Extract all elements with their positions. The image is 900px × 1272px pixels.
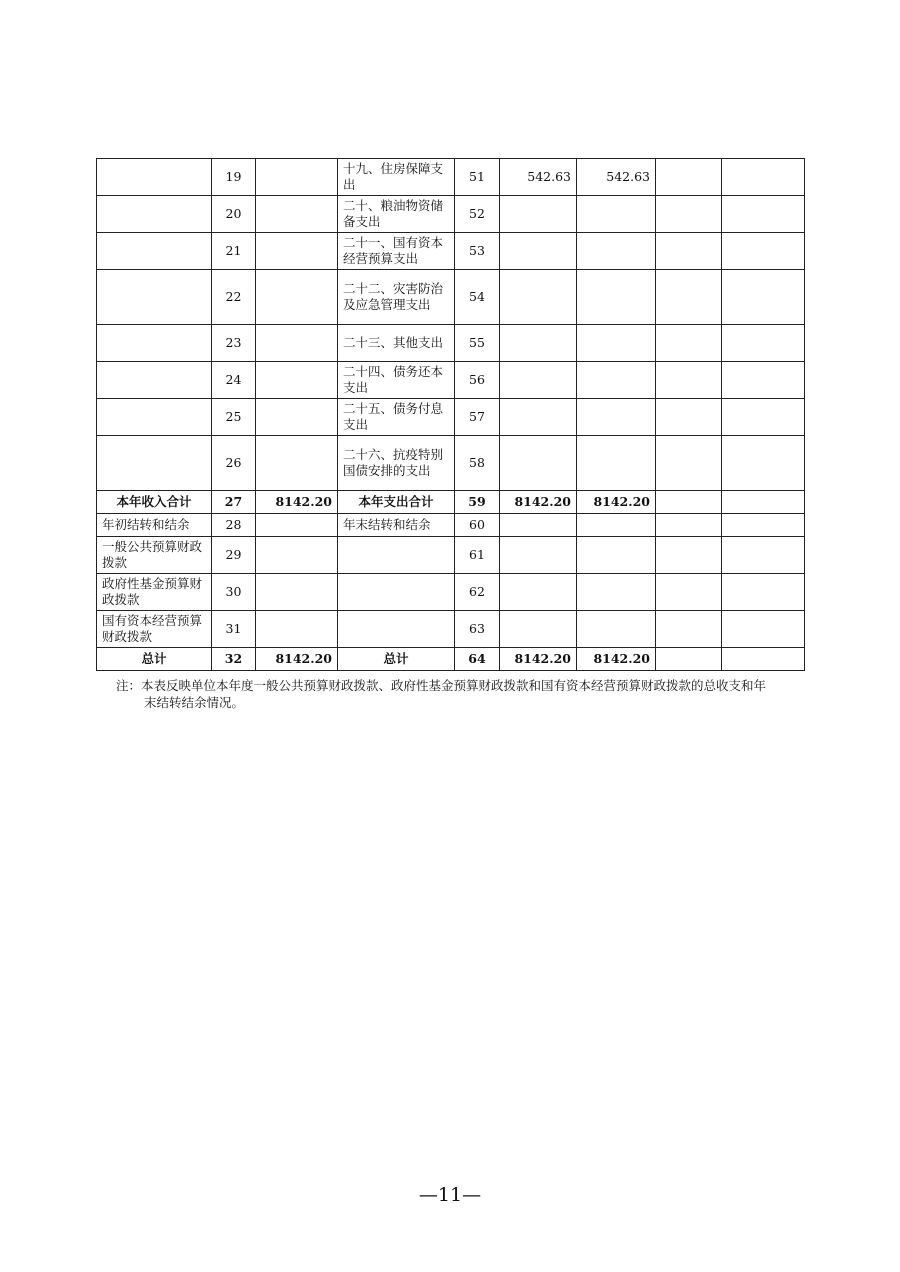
income-line-no: 28 xyxy=(212,514,256,537)
expense-other xyxy=(722,436,805,491)
expense-item: 总计 xyxy=(338,648,455,671)
income-amount xyxy=(256,611,338,648)
income-amount xyxy=(256,537,338,574)
expense-project xyxy=(656,491,722,514)
expense-line-no: 55 xyxy=(455,325,500,362)
expense-basic xyxy=(577,362,656,399)
income-line-no: 27 xyxy=(212,491,256,514)
table-row xyxy=(97,537,805,574)
expense-other xyxy=(722,491,805,514)
income-line-no: 25 xyxy=(212,399,256,436)
income-item xyxy=(97,362,212,399)
expense-total xyxy=(500,436,577,491)
income-item: 总计 xyxy=(97,648,212,671)
expense-basic xyxy=(577,537,656,574)
income-item: 一般公共预算财政拨款 xyxy=(97,537,212,574)
expense-item: 二十三、其他支出 xyxy=(338,325,455,362)
table-row xyxy=(97,233,805,270)
expense-other xyxy=(722,362,805,399)
income-line-no: 30 xyxy=(212,574,256,611)
income-line-no: 29 xyxy=(212,537,256,574)
income-item xyxy=(97,196,212,233)
expense-basic xyxy=(577,514,656,537)
expense-project xyxy=(656,270,722,325)
expense-item xyxy=(338,537,455,574)
table-row xyxy=(97,611,805,648)
income-amount: 8142.20 xyxy=(256,648,338,671)
expense-other xyxy=(722,196,805,233)
table-row xyxy=(97,325,805,362)
expense-other xyxy=(722,159,805,196)
table-row xyxy=(97,514,805,537)
footnote-line-1: 注：本表反映单位本年度一般公共预算财政拨款、政府性基金预算财政拨款和国有资本经营预算财政拨款的总收支和年 xyxy=(116,678,767,693)
expense-project xyxy=(656,196,722,233)
expense-line-no: 60 xyxy=(455,514,500,537)
income-item xyxy=(97,436,212,491)
income-line-no: 23 xyxy=(212,325,256,362)
expense-basic xyxy=(577,436,656,491)
expense-other xyxy=(722,233,805,270)
expense-line-no: 51 xyxy=(455,159,500,196)
expense-total xyxy=(500,196,577,233)
expense-project xyxy=(656,514,722,537)
expense-total: 8142.20 xyxy=(500,491,577,514)
expense-basic xyxy=(577,270,656,325)
expense-project xyxy=(656,233,722,270)
page-number: —11— xyxy=(418,1184,482,1206)
table-row xyxy=(97,491,805,514)
income-item xyxy=(97,325,212,362)
footnote-line-2: 末结转结余情况。 xyxy=(144,695,245,710)
income-amount xyxy=(256,159,338,196)
expense-total xyxy=(500,399,577,436)
income-amount: 8142.20 xyxy=(256,491,338,514)
expense-item xyxy=(338,574,455,611)
expense-item: 本年支出合计 xyxy=(338,491,455,514)
fiscal-appropriation-table xyxy=(96,158,805,671)
expense-line-no: 61 xyxy=(455,537,500,574)
expense-item xyxy=(338,611,455,648)
expense-item: 二十六、抗疫特别国债安排的支出 xyxy=(338,436,455,491)
expense-total: 8142.20 xyxy=(500,648,577,671)
expense-other xyxy=(722,574,805,611)
income-amount xyxy=(256,436,338,491)
expense-other xyxy=(722,399,805,436)
income-line-no: 32 xyxy=(212,648,256,671)
income-item: 本年收入合计 xyxy=(97,491,212,514)
expense-total xyxy=(500,270,577,325)
table-row xyxy=(97,159,805,196)
table-footnote xyxy=(116,677,796,711)
income-amount xyxy=(256,514,338,537)
expense-line-no: 62 xyxy=(455,574,500,611)
income-line-no: 31 xyxy=(212,611,256,648)
income-item xyxy=(97,159,212,196)
expense-item: 十九、住房保障支出 xyxy=(338,159,455,196)
expense-other xyxy=(722,611,805,648)
expense-total xyxy=(500,233,577,270)
income-item xyxy=(97,399,212,436)
income-amount xyxy=(256,574,338,611)
expense-line-no: 57 xyxy=(455,399,500,436)
income-amount xyxy=(256,196,338,233)
expense-project xyxy=(656,362,722,399)
expense-item: 二十一、国有资本经营预算支出 xyxy=(338,233,455,270)
income-line-no: 24 xyxy=(212,362,256,399)
expense-item: 二十五、债务付息支出 xyxy=(338,399,455,436)
expense-project xyxy=(656,325,722,362)
expense-basic xyxy=(577,611,656,648)
expense-project xyxy=(656,436,722,491)
income-line-no: 22 xyxy=(212,270,256,325)
table-row xyxy=(97,436,805,491)
income-item: 政府性基金预算财政拨款 xyxy=(97,574,212,611)
income-item: 年初结转和结余 xyxy=(97,514,212,537)
expense-item: 二十、粮油物资储备支出 xyxy=(338,196,455,233)
expense-basic xyxy=(577,196,656,233)
expense-item: 二十二、灾害防治及应急管理支出 xyxy=(338,270,455,325)
table-row xyxy=(97,270,805,325)
expense-basic: 542.63 xyxy=(577,159,656,196)
expense-total xyxy=(500,514,577,537)
expense-project xyxy=(656,537,722,574)
expense-line-no: 64 xyxy=(455,648,500,671)
expense-line-no: 52 xyxy=(455,196,500,233)
expense-total xyxy=(500,611,577,648)
expense-basic xyxy=(577,399,656,436)
expense-basic xyxy=(577,574,656,611)
income-item: 国有资本经营预算财政拨款 xyxy=(97,611,212,648)
table-row xyxy=(97,648,805,671)
expense-line-no: 54 xyxy=(455,270,500,325)
table-row xyxy=(97,574,805,611)
expense-other xyxy=(722,270,805,325)
expense-total xyxy=(500,574,577,611)
income-amount xyxy=(256,399,338,436)
expense-item: 年末结转和结余 xyxy=(338,514,455,537)
income-line-no: 19 xyxy=(212,159,256,196)
expense-project xyxy=(656,399,722,436)
expense-basic xyxy=(577,233,656,270)
expense-basic xyxy=(577,325,656,362)
income-line-no: 26 xyxy=(212,436,256,491)
expense-line-no: 63 xyxy=(455,611,500,648)
expense-total xyxy=(500,537,577,574)
expense-line-no: 58 xyxy=(455,436,500,491)
income-amount xyxy=(256,362,338,399)
expense-project xyxy=(656,574,722,611)
expense-line-no: 59 xyxy=(455,491,500,514)
expense-line-no: 53 xyxy=(455,233,500,270)
expense-project xyxy=(656,648,722,671)
expense-project xyxy=(656,159,722,196)
expense-basic: 8142.20 xyxy=(577,491,656,514)
table-row xyxy=(97,362,805,399)
expense-other xyxy=(722,325,805,362)
expense-other xyxy=(722,648,805,671)
table-row xyxy=(97,196,805,233)
expense-line-no: 56 xyxy=(455,362,500,399)
expense-other xyxy=(722,514,805,537)
expense-total xyxy=(500,325,577,362)
income-item xyxy=(97,233,212,270)
expense-item: 二十四、债务还本支出 xyxy=(338,362,455,399)
income-amount xyxy=(256,233,338,270)
income-line-no: 20 xyxy=(212,196,256,233)
income-amount xyxy=(256,325,338,362)
table-row xyxy=(97,399,805,436)
expense-total xyxy=(500,362,577,399)
expense-other xyxy=(722,537,805,574)
expense-total: 542.63 xyxy=(500,159,577,196)
income-line-no: 21 xyxy=(212,233,256,270)
income-item xyxy=(97,270,212,325)
expense-basic: 8142.20 xyxy=(577,648,656,671)
expense-project xyxy=(656,611,722,648)
income-amount xyxy=(256,270,338,325)
